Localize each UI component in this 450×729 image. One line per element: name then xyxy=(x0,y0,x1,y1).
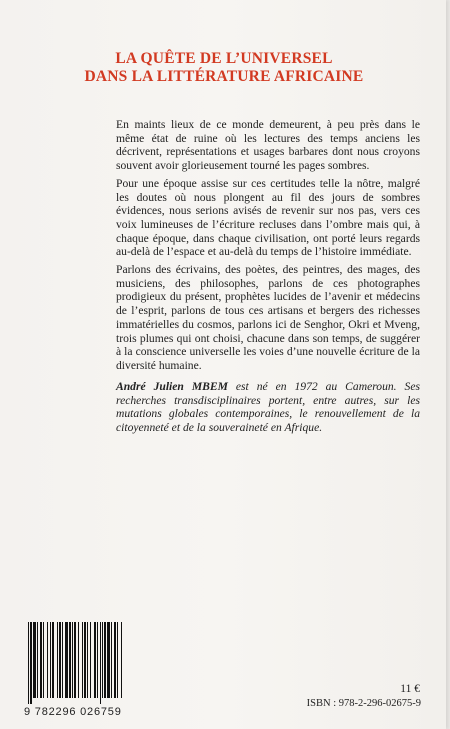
title-line-1: LA QUÊTE DE L’UNIVERSEL xyxy=(115,50,333,67)
book-title xyxy=(40,50,408,86)
blurb-paragraph: Parlons des écrivains, des poètes, des peintres, des mages, des musiciens, des philosophes, parlons de ces photographes prodigieux du présent, prophètes lucides de l’avenir et médecins de l’esprit, parlons de tous ces artisans et bergers des richesses immatérielles du cosmos, parlons ici de Senghor, Okri et Mveng, trois plumes qui ont choisi, chacune dans son temps, de suggérer à la conscience universelle les voies d’une nouvelle écriture de la diversité humaine. xyxy=(116,263,420,372)
blurb-paragraph: Pour une époque assise sur ces certitudes telle la nôtre, malgré les doutes où nous plongent au fil des jours de sombres évidences, nous serions avisés de revenir sur nos pas, vers ces voix lumineuses de l’écriture recluses dans l’ombre mais qui, à chaque époque, dans chaque civilisation, ont porté leurs regards au-delà de l’espace et au-delà du temps de l’histoire immédiate. xyxy=(116,176,420,259)
author-name: André Julien MBEM xyxy=(116,380,228,393)
author-bio xyxy=(116,380,420,435)
isbn: ISBN : 978-2-296-02675-9 xyxy=(306,698,421,709)
title-line-2: DANS LA LITTÉRATURE AFRICAINE xyxy=(84,68,364,85)
blurb-paragraph: En maints lieux de ce monde demeurent, à peu près dans le même état de ruine où les lectures des temps anciens les décrivent, représentations et usages barbares dont nous croyons souvent avoir glorieusement tourné les pages sombres. xyxy=(116,118,420,173)
barcode-number: 9 782296 026759 xyxy=(24,706,122,718)
barcode-bars xyxy=(24,622,126,704)
blurb xyxy=(116,118,420,377)
barcode xyxy=(24,622,126,704)
author-bio-text: est né en 1972 au Cameroun. Ses recherches transdisciplinaires portent, entre autres, sur les mutations globales contemporaines, le renouvellement de la citoyenneté et de la souveraineté en Afrique. xyxy=(116,380,420,435)
price: 11 € xyxy=(400,683,420,695)
